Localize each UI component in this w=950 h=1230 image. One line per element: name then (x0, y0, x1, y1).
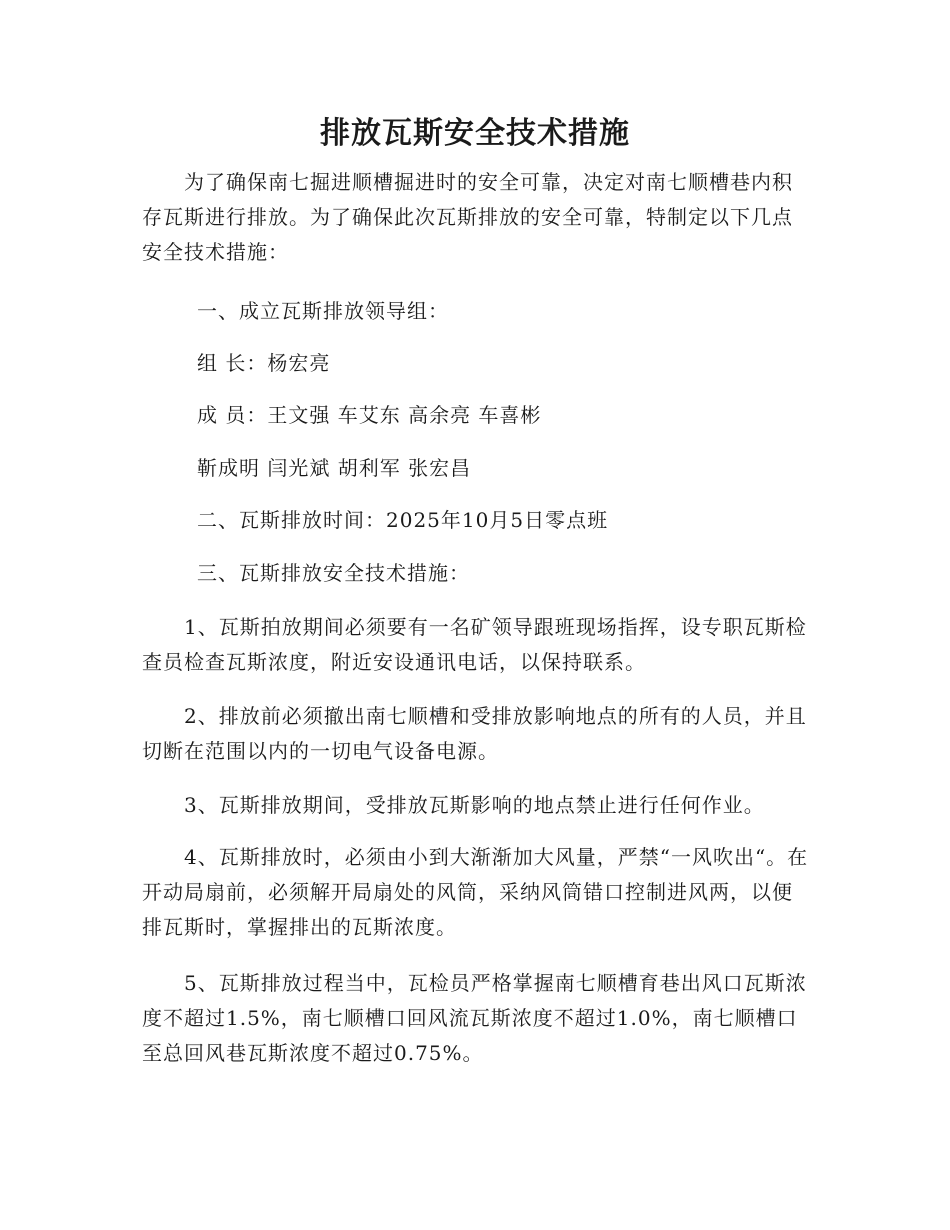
measure-item-1: 1、瓦斯拍放期间必须要有一名矿领导跟班现场指挥，设专职瓦斯检查员检查瓦斯浓度，附近安设通讯电话，以保持联系。 (142, 615, 807, 674)
section-3-heading: 三、瓦斯排放安全技术措施： (197, 561, 470, 585)
measure-item-5: 5、瓦斯排放过程当中，瓦检员严格掌握南七顺槽育巷出风口瓦斯浓度不超过1.5%，南七顺槽口回风流瓦斯浓度不超过1.0%，南七顺槽口至总回风巷瓦斯浓度不超过0.75%。 (142, 971, 807, 1065)
measure-item-3: 3、瓦斯排放期间，受排放瓦斯影响的地点禁止进行任何作业。 (184, 793, 765, 817)
intro-paragraph: 为了确保南七掘进顺槽掘进时的安全可靠，决定对南七顺槽巷内积存瓦斯进行排放。为了确保此次瓦斯排放的安全可靠，特制定以下几点安全技术措施： (142, 170, 793, 264)
document-title: 排放瓦斯安全技术措施 (320, 116, 630, 151)
members-line: 成 员：王文强 车艾东 高余亮 车喜彬 (197, 403, 542, 427)
section-2-heading: 二、瓦斯排放时间：2025年10月5日零点班 (197, 508, 609, 532)
members-line-2: 靳成明 闫光斌 胡利军 张宏昌 (197, 456, 472, 480)
section-1-heading: 一、成立瓦斯排放领导组： (197, 299, 449, 323)
measure-item-2: 2、排放前必须撤出南七顺槽和受排放影响地点的所有的人员，并且切断在范围以内的一切电气设备电源。 (142, 704, 807, 763)
measure-item-4: 4、瓦斯排放时，必须由小到大渐渐加大风量，严禁“一风吹出“。在开动局扇前，必须解开局扇处的风筒，采纳风筒错口控制进风两，以便排瓦斯时，掌握排出的瓦斯浓度。 (142, 845, 809, 939)
leader-line: 组 长：杨宏亮 (197, 351, 331, 375)
